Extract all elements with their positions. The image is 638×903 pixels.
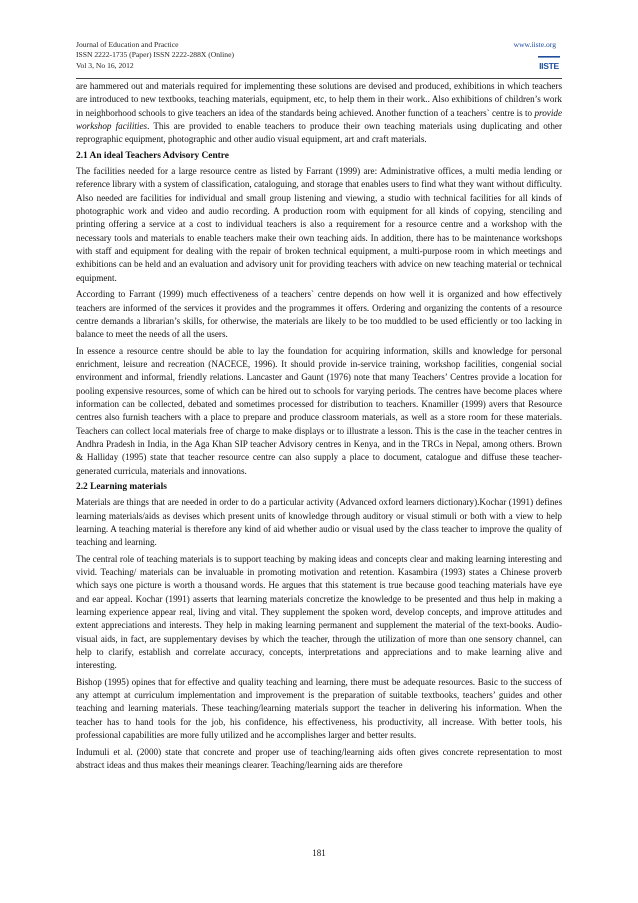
page-number: 181 bbox=[312, 848, 326, 858]
section-heading-2-1: 2.1 An ideal Teachers Advisory Centre bbox=[76, 150, 229, 161]
page-header bbox=[76, 40, 562, 78]
paragraph-text: are hammered out and materials required for implementing these solutions are devised and produced, exhibitions in which teachers are introduced to new textbooks, teaching materials, equipment, etc, to help them in their work.. Also exhibitions of children’s work in neighborhood schools to give teachers an idea of the standards being achieved. Another function of a teachers` centre is to bbox=[76, 81, 562, 118]
paragraph: Bishop (1995) opines that for effective and quality teaching and learning, there must be adequate resources. Basic to the success of any attempt at curriculum implementation and improvement is the preparation of suitable textbooks, teachers’ guides and other teaching and learning materials. These teaching/learning materials support the teacher in delivering his information. When the teacher has to hand tools for the job, his confidence, his effectiveness, his productivity, all increase. With better tools, his professional capabilities are more fully utilized and he accomplishes larger and better results. bbox=[76, 676, 562, 741]
paragraph: Materials are things that are needed in order to do a particular activity (Advanced oxford learners dictionary).Kochar (1991) defines learning materials/aids as devises which present units of knowledge through auditory or visual stimuli or both with a view to help learning. A teaching material is therefore any kind of aid whether audio or visual used by the class teacher to improve the quality of teaching and learning. bbox=[76, 497, 562, 548]
paragraph bbox=[76, 80, 562, 147]
paragraph: The facilities needed for a large resource centre as listed by Farrant (1999) are: Administrative offices, a multi media lending or reference library with a system of classification, cataloguing, and storage that enables users to find what they want without difficulty. Also needed are facilities for individual and small group listening and viewing, a studio with technical facilities for all kinds of photographic work and video and audio recording. A production room with equipment for all kinds of copying, stenciling and printing offering a service at a cost to individual teachers is also a requirement for a resource centre and a workshop with the necessary tools and materials to enable teachers make their own teaching aids. In addition, there has to be maintenance workshops with staff and equipment for dealing with the repair of broken technical equipment, a multi-purpose room in which meetings and exhibitions can be held and an evaluation and advisory unit for providing teachers with advice on new teaching material or technical equipment. bbox=[76, 166, 562, 283]
section-heading-2-2: 2.2 Learning materials bbox=[76, 481, 167, 492]
header-citation bbox=[76, 40, 562, 71]
svg-text:IISTE: IISTE bbox=[539, 61, 559, 71]
paragraph: In essence a resource centre should be able to lay the foundation for acquiring information, skills and knowledge for personal enrichment, leisure and recreation (NACECE, 1996). It should provide in-service training, workshop facilities, congenial social environment and informal, friendly relations. Lancaster and Gaunt (1976) note that many Teachers’ Centres provide a location for pooling expensive resources, some of which can be hired out to schools for varying periods. The centres have become places where information can be collected, debated and sometimes processed for distribution to teachers. Knamiller (1999) avers that Resource centres also furnish teachers with a place to prepare and produce classroom materials, as well as a store room for these materials. Teachers can collect local materials free of charge to make displays or to illustrate a lesson. This is the case in the teacher centres in Andhra Pradesh in India, in the Aga Khan SIP teacher Advisory centres in Kenya, and in the TRCs in Nepal, among others. Brown & Halliday (1995) state that teacher resource centre can also supply a place to document, catalogue and diffuse these teacher-generated curricula, materials and innovations. bbox=[76, 345, 562, 476]
paragraph: According to Farrant (1999) much effectiveness of a teachers` centre depends on how well it is organized and how effectively teachers are informed of the services it provides and the programmes it offers. Ordering and organizing the contents of a resource centre demands a librarian’s skills, for otherwise, the materials are likely to be too muddled to be used efficiently or too lacking in balance to meet the needs of all the users. bbox=[76, 289, 562, 340]
paragraph: Indumuli et al. (2000) state that concrete and proper use of teaching/learning aids often gives concrete representation to most abstract ideas and thus makes their meanings clearer. Teaching/learning aids are therefore bbox=[76, 746, 562, 770]
journal-name: Journal of Education and Practice bbox=[76, 40, 179, 49]
paragraph-text: . This are provided to enable teachers to produce their own teaching materials using duplicating and other reprographic equipment, photographic and other audio visual equipment, art and craft materials. bbox=[76, 121, 562, 145]
iiste-logo bbox=[536, 52, 562, 74]
article-body bbox=[76, 80, 562, 775]
header-divider bbox=[76, 78, 562, 79]
journal-url[interactable]: www.iiste.org bbox=[513, 40, 556, 49]
issn-line: ISSN 2222-1735 (Paper) ISSN 2222-288X (Online) bbox=[76, 50, 234, 60]
emphasis-text: provide workshop facilities bbox=[76, 107, 562, 132]
volume-line: Vol 3, No 16, 2012 bbox=[76, 60, 134, 70]
paragraph: The central role of teaching materials is to support teaching by making ideas and concepts clear and making learning interesting and vivid. Teaching/ materials can be invaluable in promoting motivation and retention. Kasambira (1993) states a Chinese proverb which says one picture is worth a thousand words. He argues that this statement is true because good teaching materials have eye and ear appeal. Kochar (1991) asserts that learning materials concretize the knowledge to be presented and thus help in making a learning experience appear real, living and vital. They supplement the spoken word, develop concepts, and improve attitudes and extent appreciations and interests. They help in making learning permanent and supplement the material of the text-books. Audio-visual aids, in fact, are supplementary devises by which the teacher, through the utilization of more than one sensory channel, can help to clarify, establish and correlate accuracy, concepts, interpretations and appreciations and to make learning alive and interesting. bbox=[76, 553, 562, 671]
